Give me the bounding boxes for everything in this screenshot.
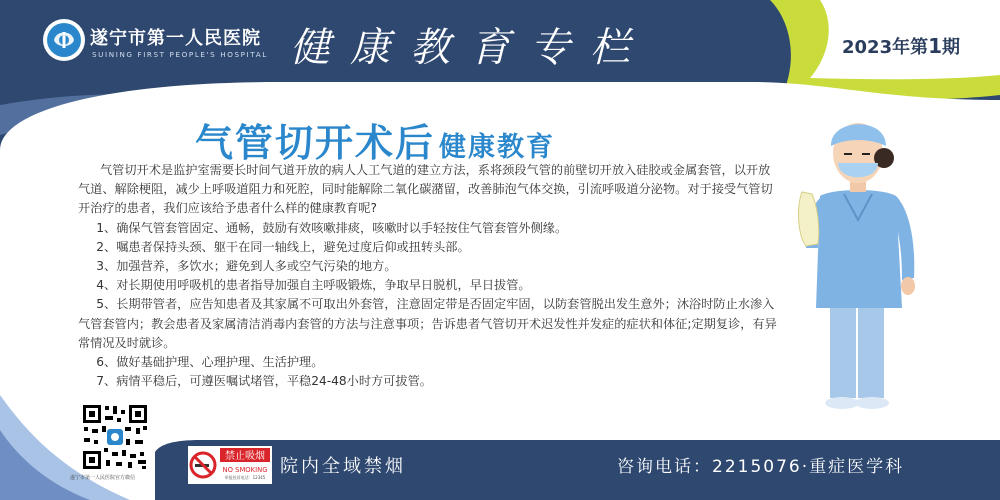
- nurse-leg-left: [830, 298, 856, 398]
- issue-number: 1: [928, 34, 943, 58]
- nurse-shoe-right: [855, 397, 889, 409]
- headline: [195, 112, 555, 167]
- article-item: 1、确保气管套管固定、通畅，鼓励有效咳嗽排痰，咳嗽时以手轻按住气管套管外侧缘。: [96, 220, 568, 235]
- article-item: 6、做好基础护理、心理护理、生活护理。: [96, 355, 324, 370]
- article-body: [78, 161, 778, 391]
- nurse-leg-right: [858, 298, 884, 398]
- issue-suffix: 期: [942, 37, 961, 58]
- no-smoking-sign: [188, 446, 272, 484]
- nurse-hand-right: [901, 277, 915, 295]
- hospital-name: 遂宁市第一人民医院: [90, 28, 261, 49]
- article-item: 4、对长期使用呼吸机的患者指导加强自主呼吸锻炼，争取早日脱机，早日拔管。: [96, 278, 531, 293]
- qr-caption: 遂宁市第一人民医院官方微信: [70, 475, 136, 481]
- no-smoking-hotline: 举报投诉电话：12345: [224, 475, 266, 480]
- consult-phone: 咨询电话：2215076·重症医学科: [617, 457, 905, 477]
- article-item: 5、长期带管者，应告知患者及其家属不可取出外套管，注意固定带是否固定牢固，以防套管脱出发生意外；沐浴时防止水渗入气管套管内；教会患者及家属清洁消毒内套管的方法与注意事项；告诉患者气管切开术迟发性并发症的症状和体征;定期复诊，有异常情况及时就诊。: [78, 297, 777, 350]
- no-smoking-cn: 禁止吸烟: [225, 451, 265, 462]
- nurse-shoe-left: [825, 397, 859, 409]
- nurse-scrubs: [816, 190, 902, 308]
- issue-label: [842, 33, 960, 59]
- nurse-illustration: [778, 108, 938, 413]
- qr-code[interactable]: [80, 402, 150, 472]
- no-smoking-en: NO SMOKING: [222, 466, 268, 474]
- column-title: 健康教育专栏: [290, 25, 650, 71]
- headline-sub: 健康教育: [439, 132, 556, 163]
- glove-icon: [799, 192, 819, 246]
- footer-notice: 院内全域禁烟: [280, 456, 406, 477]
- article-item: 2、嘱患者保持头颈、躯干在同一轴线上，避免过度后仰或扭转头部。: [96, 239, 470, 254]
- article-item: 3、加强营养，多饮水；避免到人多或空气污染的地方。: [96, 259, 397, 274]
- headline-main: 气管切开术后: [195, 121, 436, 165]
- article-item: 7、病情平稳后，可遵医嘱试堵管，平稳24-48小时方可拔管。: [96, 374, 432, 389]
- hospital-logo: [42, 18, 86, 62]
- hospital-name-en: SUINING FIRST PEOPLE'S HOSPITAL: [92, 50, 268, 59]
- article-intro: 气管切开术是监护室需要长时间气道开放的病人人工气道的建立方法，系将颈段气管的前壁切开放入硅胶或金属套管，以开放气道、解除梗阻，减少上呼吸道阻力和死腔，同时能解除二氧化碳潴留，改善肺泡气体交换，引流呼吸道分泌物。对于接受气管切开治疗的患者，我们应该给予患者什么样的健康教育呢?: [78, 163, 773, 216]
- issue-prefix: 2023年第: [842, 37, 929, 58]
